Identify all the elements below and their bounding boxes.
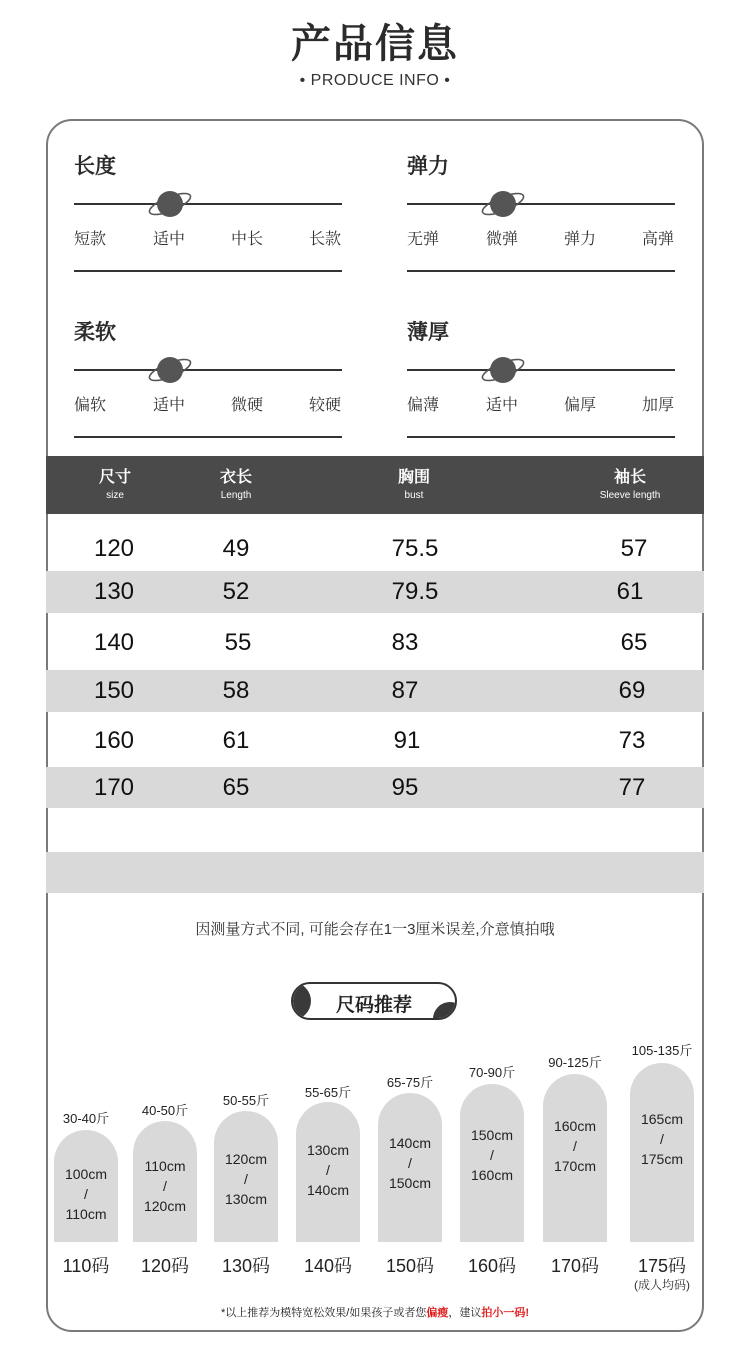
option-label: 偏薄 bbox=[407, 397, 440, 414]
divider bbox=[74, 436, 342, 438]
option-label: 弹力 bbox=[564, 231, 597, 248]
weight-range: 55-65斤 bbox=[304, 1085, 352, 1100]
scale-line bbox=[74, 369, 342, 371]
height-arch: 165cm / 175cm bbox=[630, 1063, 694, 1242]
attr-length bbox=[74, 150, 342, 280]
attr-thickness bbox=[407, 316, 675, 446]
weight-range: 40-50斤 bbox=[141, 1103, 189, 1118]
header-bust: 胸围 bust bbox=[397, 467, 430, 501]
size-code: 130码 bbox=[221, 1256, 271, 1276]
height-arch: 120cm / 130cm bbox=[214, 1111, 278, 1242]
option-label: 高弹 bbox=[642, 231, 675, 248]
weight-range: 50-55斤 bbox=[222, 1093, 270, 1108]
weight-range: 30-40斤 bbox=[62, 1111, 110, 1126]
attr-label: 长度 bbox=[74, 154, 116, 178]
size-code: 175码 bbox=[637, 1256, 687, 1276]
scale-line bbox=[74, 203, 342, 205]
planet-marker-icon bbox=[479, 352, 527, 388]
option-label: 微硬 bbox=[231, 397, 264, 414]
table-row: 150 58 87 69 bbox=[46, 670, 704, 712]
attr-softness bbox=[74, 316, 342, 446]
table-row: 140 55 83 65 bbox=[93, 629, 648, 656]
header-length: 衣长 Length bbox=[219, 467, 252, 501]
weight-range: 65-75斤 bbox=[386, 1075, 434, 1090]
planet-marker-icon bbox=[146, 352, 194, 388]
scale-line bbox=[407, 203, 675, 205]
footer-note: *以上推荐为模特宽松效果/如果孩子或者您偏瘦，建议拍小一码! bbox=[220, 1307, 529, 1319]
planet-marker-icon bbox=[479, 186, 527, 222]
option-label: 微弹 bbox=[486, 231, 519, 248]
size-code: 160码 bbox=[467, 1256, 517, 1276]
header-sleeve: 袖长 Sleeve length bbox=[599, 467, 661, 501]
height-arch: 140cm / 150cm bbox=[378, 1093, 442, 1242]
table-row: 130 52 79.5 61 bbox=[46, 571, 704, 613]
table-row: 120 49 75.5 57 bbox=[93, 535, 648, 562]
recommend-title: 尺码推荐 bbox=[335, 994, 412, 1016]
table-row: 170 65 95 77 bbox=[46, 767, 704, 808]
option-label: 无弹 bbox=[407, 231, 440, 248]
header-size: 尺寸 size bbox=[98, 467, 131, 501]
option-label: 中长 bbox=[231, 231, 264, 248]
height-arch: 150cm / 160cm bbox=[460, 1084, 524, 1242]
option-label: 偏厚 bbox=[564, 397, 597, 414]
option-label: 适中 bbox=[486, 397, 519, 414]
page-subtitle: • PRODUCE INFO • bbox=[299, 72, 451, 89]
weight-range: 90-125斤 bbox=[548, 1055, 602, 1070]
height-arch: 110cm / 120cm bbox=[133, 1121, 197, 1242]
height-arch: 100cm / 110cm bbox=[54, 1130, 118, 1242]
table-row-empty bbox=[46, 852, 704, 893]
table-row: 160 61 91 73 bbox=[93, 727, 646, 754]
size-code: 120码 bbox=[140, 1256, 190, 1276]
size-recommend-badge bbox=[291, 982, 457, 1020]
planet-marker-icon bbox=[146, 186, 194, 222]
attr-label: 柔软 bbox=[74, 320, 116, 344]
size-code: 140码 bbox=[303, 1256, 353, 1276]
table-row-empty bbox=[46, 812, 704, 850]
size-code: 150码 bbox=[385, 1256, 435, 1276]
weight-range: 105-135斤 bbox=[631, 1043, 693, 1058]
divider bbox=[74, 270, 342, 272]
height-arch: 130cm / 140cm bbox=[296, 1102, 360, 1242]
divider bbox=[407, 436, 675, 438]
option-label: 短款 bbox=[74, 231, 107, 248]
adult-size-note: (成人均码) bbox=[634, 1278, 690, 1292]
option-label: 较硬 bbox=[309, 397, 342, 414]
option-label: 加厚 bbox=[642, 397, 675, 414]
attr-elasticity bbox=[407, 150, 675, 280]
option-label: 适中 bbox=[153, 397, 186, 414]
option-label: 长款 bbox=[309, 231, 342, 248]
weight-range: 70-90斤 bbox=[468, 1065, 516, 1080]
attr-label: 弹力 bbox=[407, 154, 449, 178]
option-label: 偏软 bbox=[74, 397, 107, 414]
size-code: 170码 bbox=[550, 1256, 600, 1276]
height-arch: 160cm / 170cm bbox=[543, 1074, 607, 1242]
attr-label: 薄厚 bbox=[407, 320, 449, 344]
page-title: 产品信息 bbox=[291, 21, 459, 67]
option-label: 适中 bbox=[153, 231, 186, 248]
size-table-header bbox=[46, 456, 704, 514]
divider bbox=[407, 270, 675, 272]
measurement-note: 因测量方式不同, 可能会存在1一3厘米误差,介意慎拍哦 bbox=[195, 921, 555, 938]
scale-line bbox=[407, 369, 675, 371]
size-code: 110码 bbox=[62, 1256, 110, 1276]
